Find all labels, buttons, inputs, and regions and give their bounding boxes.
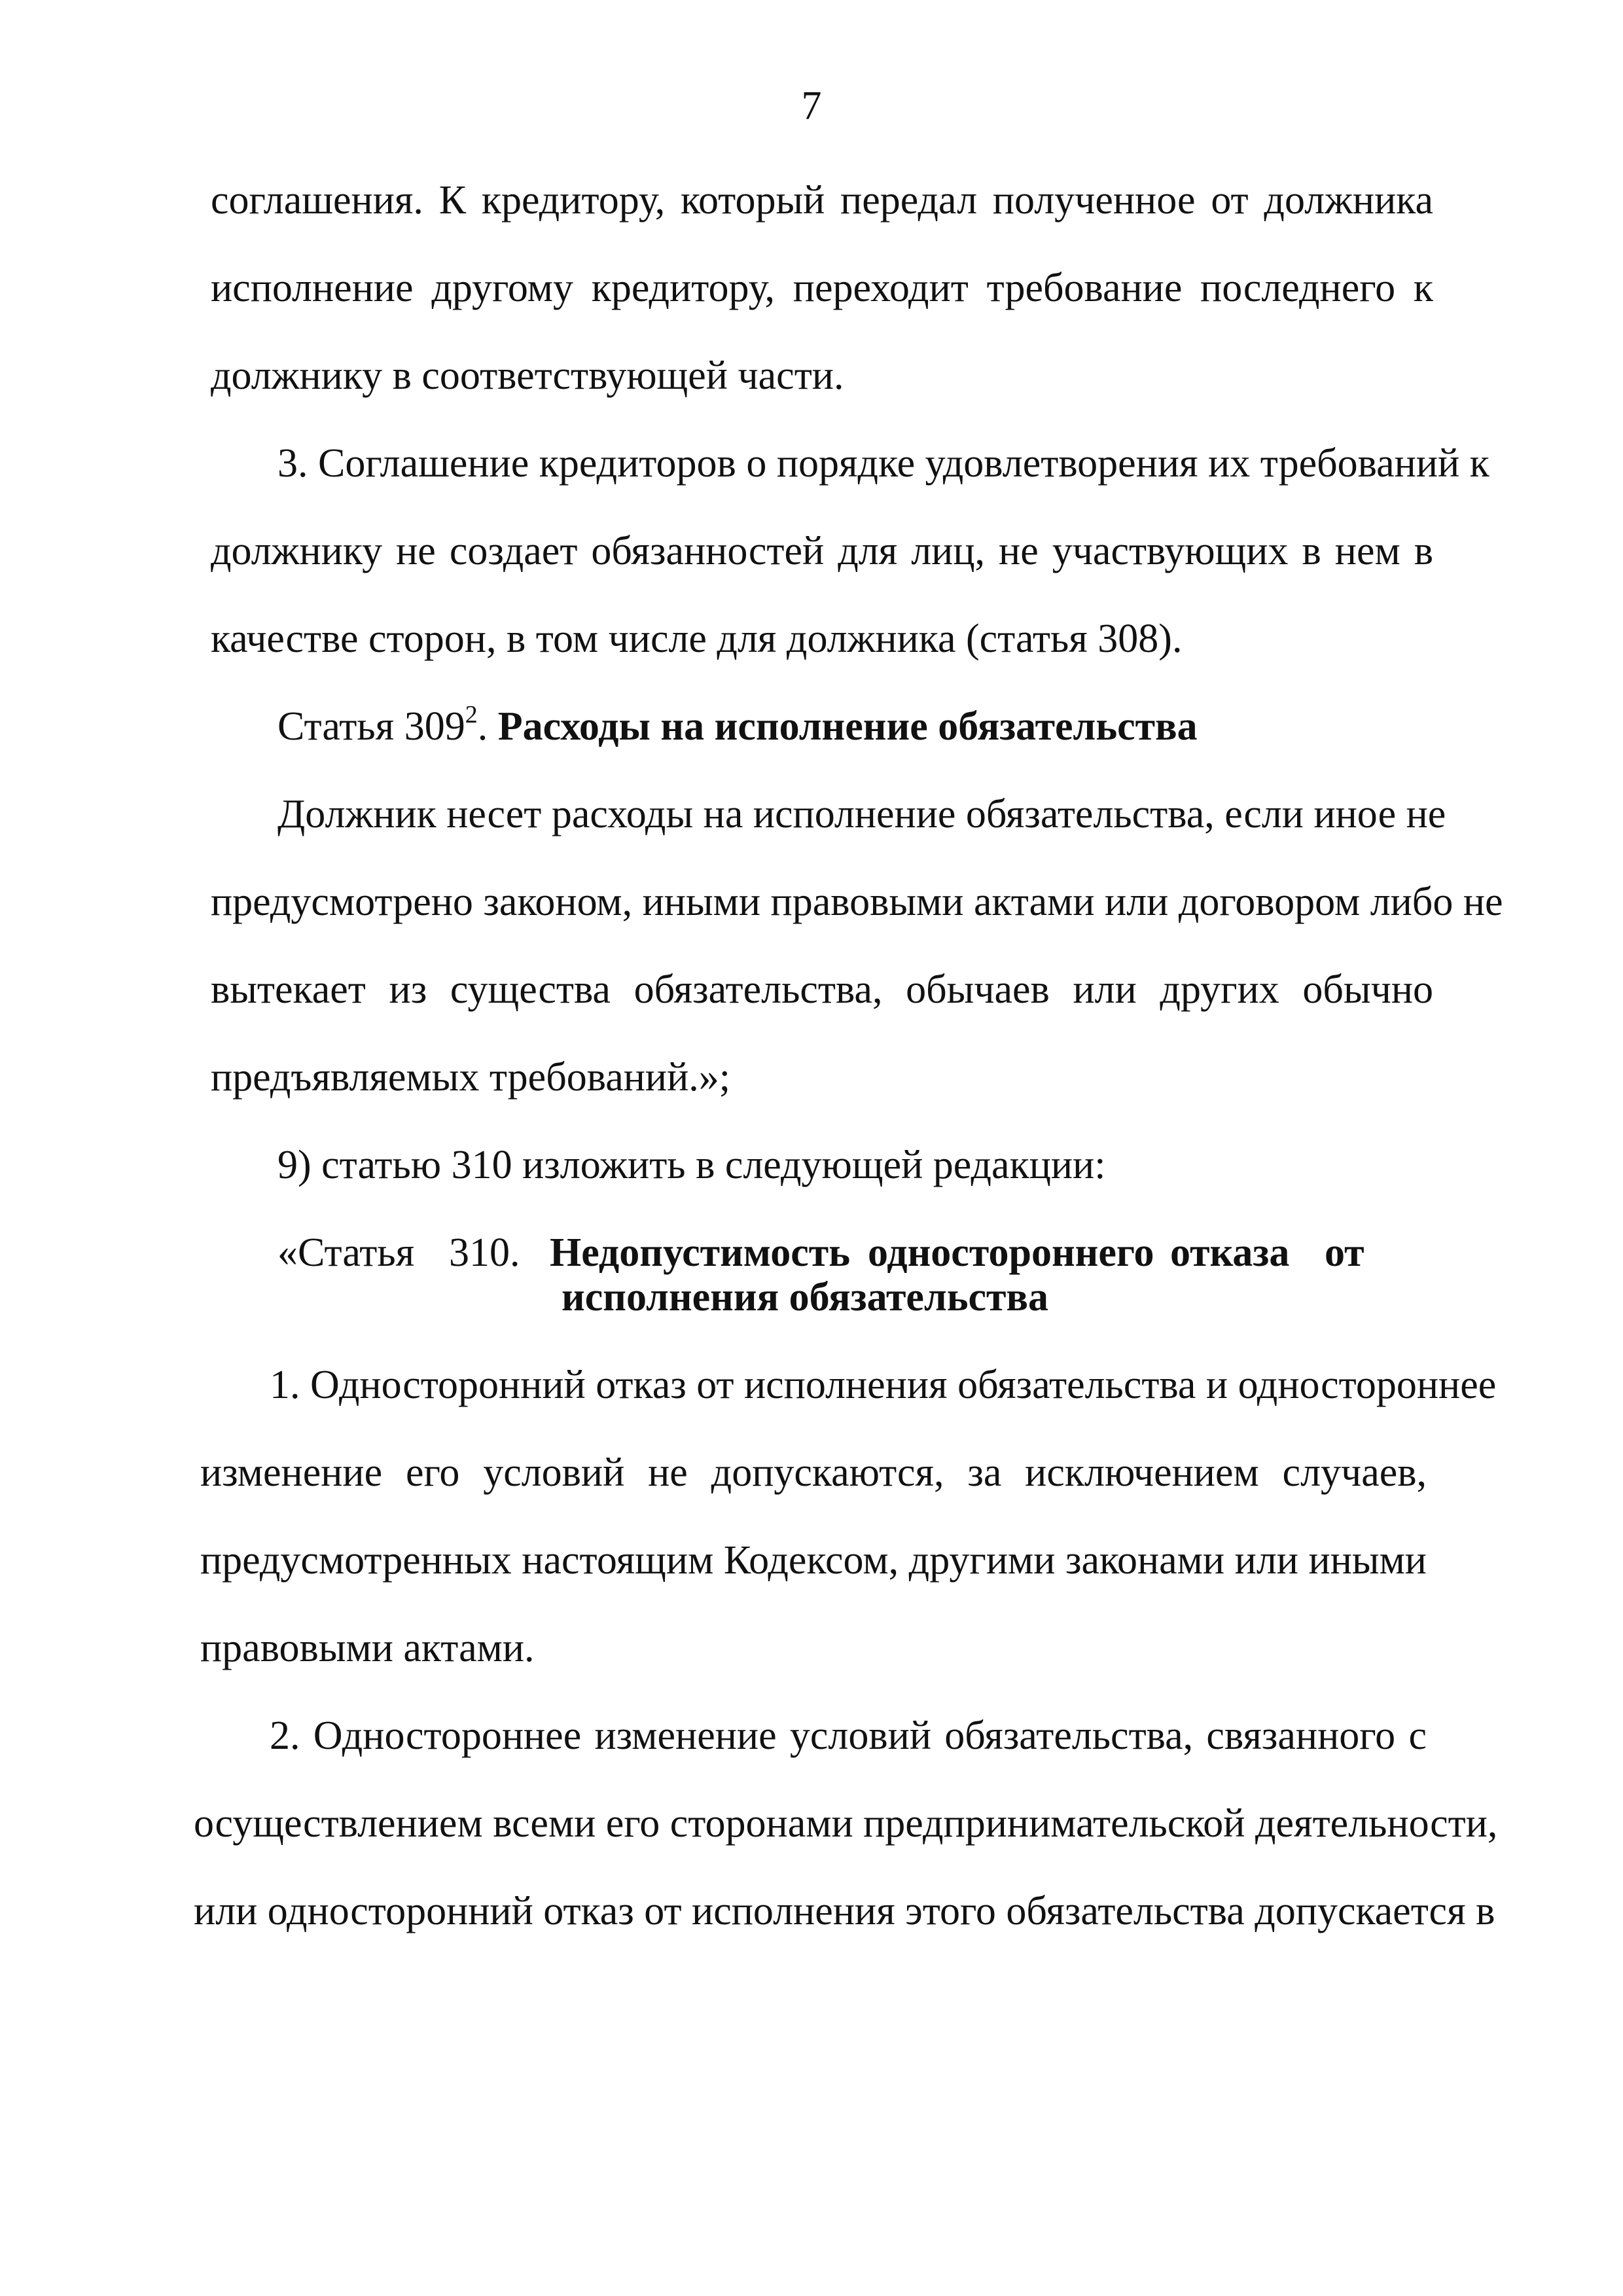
article-309-2-prefix: Статья 309	[277, 704, 465, 749]
text-line: соглашения. К кредитору, который передал полученное от должника	[211, 178, 1433, 223]
text-line: должнику не создает обязанностей для лиц, не участвующих в нем в	[211, 529, 1433, 573]
article-310-prefix: «Статья	[277, 1230, 415, 1275]
text-line: Должник несет расходы на исполнение обязательства, если иное не	[277, 792, 1446, 836]
text-line: правовыми актами.	[200, 1626, 535, 1670]
article-309-2-superscript: 2	[465, 701, 478, 729]
article-310-title-line2: исполнения обязательства	[562, 1275, 1048, 1319]
text-line: качестве сторон, в том числе для должника (статья 308).	[211, 617, 1183, 661]
article-310-title-word: Недопустимость	[550, 1230, 850, 1275]
article-310-title-word: отказа	[1170, 1230, 1290, 1275]
text-line: исполнение другому кредитору, переходит требование последнего к	[211, 266, 1433, 310]
text-line: осуществлением всеми его сторонами предпринимательской деятельности,	[194, 1801, 1498, 1846]
text-line: изменение его условий не допускаются, за исключением случаев,	[200, 1450, 1427, 1495]
text-line: 9) статью 310 изложить в следующей редакции:	[277, 1143, 1106, 1187]
text-line: 2. Одностороннее изменение условий обязательства, связанного с	[270, 1713, 1427, 1758]
article-310-number: 310.	[449, 1230, 520, 1275]
text-line: 3. Соглашение кредиторов о порядке удовлетворения их требований к	[277, 441, 1489, 486]
page-number: 7	[801, 84, 822, 128]
article-310-title-word: от	[1325, 1230, 1364, 1275]
article-310-title-word: одностороннего	[868, 1230, 1154, 1275]
article-309-2-title: Расходы на исполнение обязательства	[497, 704, 1198, 749]
article-309-2-dot: .	[477, 704, 488, 749]
text-line: предусмотренных настоящим Кодексом, другими законами или иными	[200, 1538, 1427, 1583]
text-line: предусмотрено законом, иными правовыми актами или договором либо не	[211, 880, 1503, 924]
text-line: вытекает из существа обязательства, обычаев или других обычно	[211, 967, 1433, 1012]
text-line: предъявляемых требований.»;	[211, 1055, 730, 1100]
article-309-2-heading	[277, 702, 1198, 751]
text-line: 1. Односторонний отказ от исполнения обязательства и одностороннее	[270, 1363, 1497, 1407]
text-line: или односторонний отказ от исполнения этого обязательства допускается в	[194, 1889, 1495, 1933]
text-line: должнику в соответствующей части.	[211, 353, 844, 398]
